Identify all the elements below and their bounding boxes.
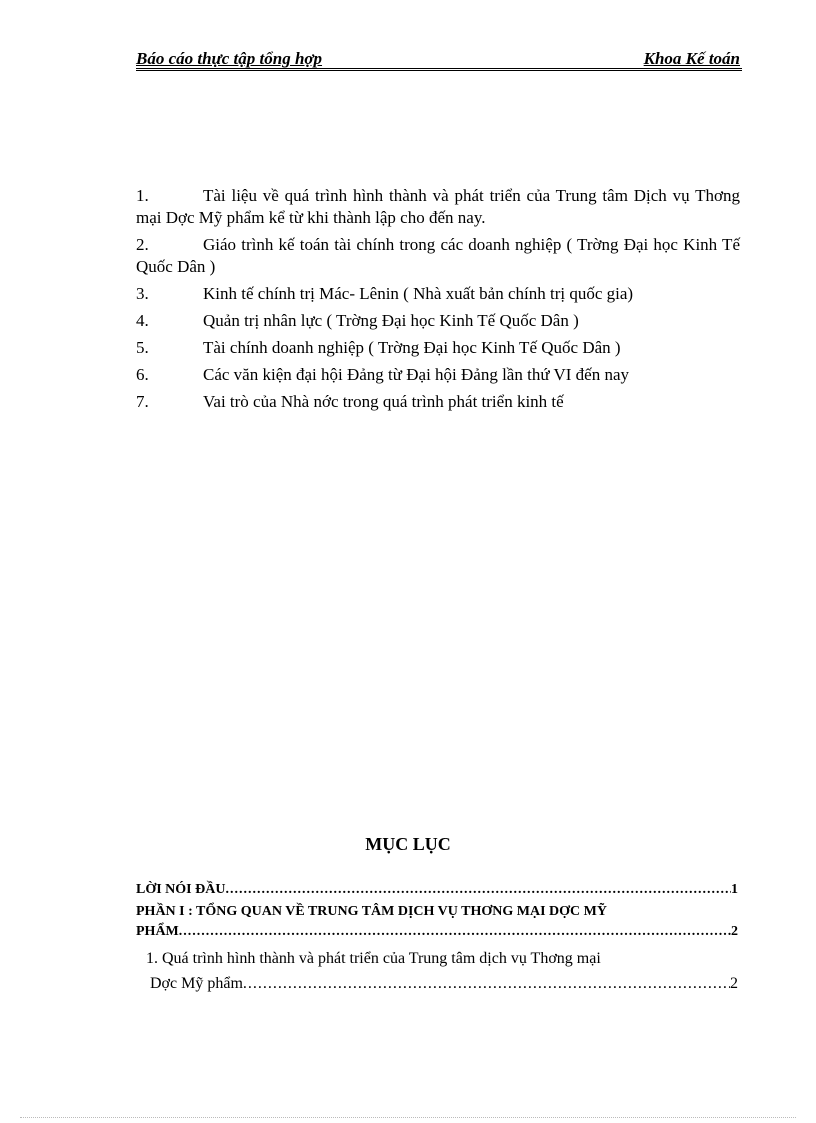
reference-number: 5. <box>136 338 149 357</box>
reference-text: Tài chính doanh nghiệp ( Trờng Đại học Kinh Tế Quốc Dân ) <box>203 338 621 357</box>
reference-text: Quản trị nhân lực ( Trờng Đại học Kinh Tế Quốc Dân ) <box>203 311 579 330</box>
toc-entry[interactable] <box>136 880 738 900</box>
reference-number: 4. <box>136 311 149 330</box>
toc-leader-dots <box>225 880 731 900</box>
toc-entry-label: Dợc Mỹ phẩm <box>150 975 243 992</box>
reference-text: Kinh tế chính trị Mác- Lênin ( Nhà xuất bản chính trị quốc gia) <box>203 284 634 303</box>
toc-page-number: 1 <box>731 882 738 897</box>
toc-entry[interactable] <box>146 972 738 996</box>
reference-text: Tài liệu về quá trình hình thành và phát triển của Trung tâm Dịch vụ Thơng mại Dợc Mỹ phẩm kể từ khi thành lập cho đến nay. <box>136 186 740 227</box>
reference-number: 2. <box>136 235 149 254</box>
reference-item <box>136 391 740 413</box>
reference-text: Giáo trình kế toán tài chính trong các doanh nghiệp ( Trờng Đại học Kinh Tế Quốc Dân ) <box>136 235 740 276</box>
header-department: Khoa Kế toán <box>643 49 740 68</box>
reference-item <box>136 185 740 229</box>
reference-number: 6. <box>136 365 149 384</box>
toc-page-number: 2 <box>730 975 738 992</box>
toc-leader-dots <box>243 972 730 996</box>
toc-entry-label: LỜI NÓI ĐẦU <box>136 882 226 897</box>
toc-leader-dots <box>179 922 731 942</box>
reference-number: 1. <box>136 186 149 205</box>
toc-entry-label: PHẨM <box>136 924 179 939</box>
toc-entry[interactable] <box>136 922 738 942</box>
reference-item <box>136 310 740 332</box>
toc-entry-label[interactable]: 1. Quá trình hình thành và phát triển của Trung tâm dịch vụ Thơng mại <box>146 950 601 967</box>
toc-title: MỤC LỤC <box>365 834 451 854</box>
reference-number: 7. <box>136 392 149 411</box>
reference-item <box>136 364 740 386</box>
reference-text: Các văn kiện đại hội Đảng từ Đại hội Đảng lần thứ VI đến nay <box>203 365 630 384</box>
reference-item <box>136 283 740 305</box>
reference-list <box>136 185 740 418</box>
reference-item <box>136 337 740 359</box>
toc-page-number: 2 <box>731 924 738 939</box>
reference-number: 3. <box>136 284 149 303</box>
reference-item <box>136 234 740 278</box>
reference-text: Vai trò của Nhà nớc trong quá trình phát triển kinh tế <box>203 392 564 411</box>
page-bottom-border <box>20 1117 796 1118</box>
header-report-title: Báo cáo thực tập tổng hợp <box>136 49 323 68</box>
page-header <box>136 50 742 71</box>
table-of-contents <box>136 880 738 996</box>
toc-entry-label[interactable]: PHẦN I : TỔNG QUAN VỀ TRUNG TÂM DỊCH VỤ THƠNG MẠI DỢC MỸ <box>136 904 607 919</box>
toc-subsection <box>136 946 738 996</box>
